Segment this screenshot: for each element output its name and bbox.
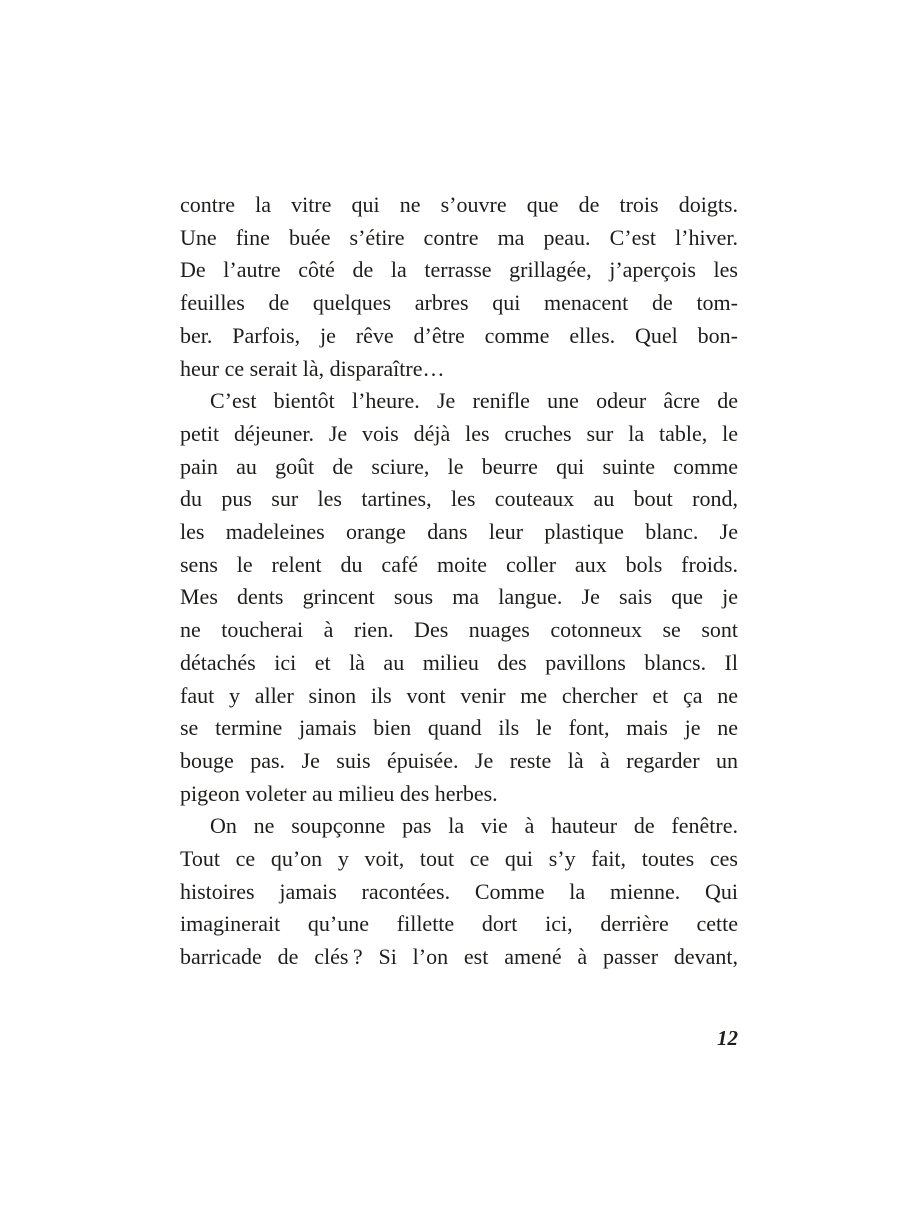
text-line: ne toucherai à rien. Des nuages cotonneux se sont <box>180 617 738 643</box>
text-line: les madeleines orange dans leur plastique blanc. Je <box>180 519 738 545</box>
text-line: Tout ce qu’on y voit, tout ce qui s’y fait, toutes ces <box>180 846 738 872</box>
text-line: imaginerait qu’une fillette dort ici, derrière cette <box>180 911 738 937</box>
text-line: se termine jamais bien quand ils le font, mais je ne <box>180 715 738 741</box>
text-line: heur ce serait là, disparaître… <box>180 355 445 381</box>
text-line: détachés ici et là au milieu des pavillons blancs. Il <box>180 649 738 675</box>
paragraph <box>180 810 738 974</box>
text-line: pain au goût de sciure, le beurre qui suinte comme <box>180 453 738 479</box>
text-line: histoires jamais racontées. Comme la mienne. Qui <box>180 878 738 904</box>
text-line: faut y aller sinon ils vont venir me chercher et ça ne <box>180 682 738 708</box>
text-line: pigeon voleter au milieu des herbes. <box>180 780 498 806</box>
text-line: Mes dents grincent sous ma langue. Je sais que je <box>180 584 738 610</box>
text-line: barricade de clés ? Si l’on est amené à passer devant, <box>180 944 738 970</box>
text-line: ber. Parfois, je rêve d’être comme elles. Quel bon- <box>180 322 738 348</box>
page-number: 12 <box>717 1026 738 1050</box>
text-line: De l’autre côté de la terrasse grillagée, j’aperçois les <box>180 257 738 283</box>
text-line: du pus sur les tartines, les couteaux au bout rond, <box>180 486 738 512</box>
page-text-block <box>180 189 738 974</box>
text-line: C’est bientôt l’heure. Je renifle une odeur âcre de <box>210 388 738 414</box>
text-line: feuilles de quelques arbres qui menacent de tom- <box>180 290 738 316</box>
text-line: Une fine buée s’étire contre ma peau. C’est l’hiver. <box>180 224 738 250</box>
text-line: petit déjeuner. Je vois déjà les cruches sur la table, le <box>180 420 738 446</box>
text-line: On ne soupçonne pas la vie à hauteur de fenêtre. <box>210 813 738 839</box>
text-line: contre la vitre qui ne s’ouvre que de trois doigts. <box>180 192 738 217</box>
text-line: sens le relent du café moite coller aux bols froids. <box>180 551 738 577</box>
paragraph <box>180 385 738 810</box>
paragraph <box>180 189 738 385</box>
text-line: bouge pas. Je suis épuisée. Je reste là à regarder un <box>180 747 738 773</box>
